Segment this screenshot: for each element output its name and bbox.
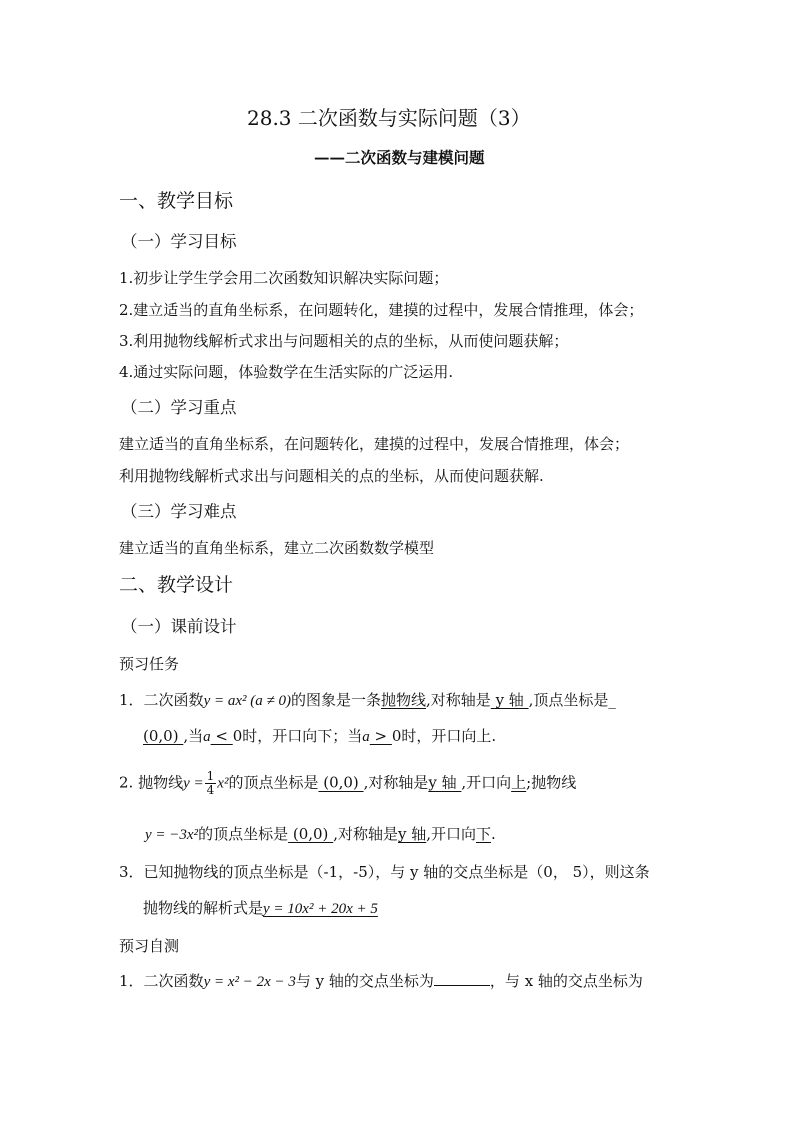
label-preview-task: 预习任务 (119, 655, 180, 673)
subheading-difficulty: （三）学习难点 (121, 502, 237, 521)
question-number: 1． (119, 691, 144, 709)
question-text: ,开口向 (426, 825, 476, 843)
answer-blank: y = 10x² + 20x + 5 (263, 901, 378, 917)
answer-blank: (0,0) (288, 825, 334, 843)
fraction-numerator: 1 (206, 769, 215, 783)
page-title: 28.3 二次函数与实际问题（3） (247, 106, 531, 130)
goal-item: 4.通过实际问题，体验数学在生活实际的广泛运用. (119, 363, 454, 381)
question-number: 2. (119, 773, 134, 792)
key-point-item: 建立适当的直角坐标系，在问题转化，建摸的过程中，发展合情推理，体会； (119, 435, 630, 453)
question-text: 的顶点坐标是 (228, 773, 319, 792)
subheading-learning-goals: （一）学习目标 (121, 232, 237, 251)
answer-blank: y 轴 (490, 691, 529, 709)
question-1-line-2 (143, 726, 496, 747)
question-1-line-1 (119, 690, 616, 711)
subheading-preclass-design: （一）课前设计 (121, 617, 237, 636)
answer-blank: 下 (476, 825, 492, 843)
question-text: 抛物线的解析式是 (143, 899, 264, 917)
question-text: 的顶点坐标是 (198, 825, 289, 843)
math-variable: a (203, 729, 211, 745)
question-text: 0时，开口向下；当 (232, 727, 363, 745)
question-number: 3． (119, 863, 144, 881)
question-text: ;抛物线 (526, 773, 577, 792)
question-text: 二次函数 (143, 691, 204, 709)
math-formula: x² (217, 775, 229, 792)
goal-item: 2.建立适当的直角坐标系，在问题转化，建摸的过程中，发展合情推理，体会； (119, 301, 644, 319)
question-text: ,顶点坐标是 (528, 691, 609, 709)
answer-blank: 上 (511, 773, 527, 792)
question-text: . (491, 825, 496, 843)
math-variable: a (362, 729, 370, 745)
answer-blank: y 轴 (428, 773, 462, 792)
question-text: ,开口向 (461, 773, 512, 792)
question-text: 抛物线 (138, 773, 184, 792)
section-heading-goals: 一、教学目标 (119, 190, 234, 212)
answer-blank: < (210, 727, 233, 745)
question-2-line-1 (119, 770, 576, 797)
goal-item: 1.初步让学生学会用二次函数知识解决实际问题； (119, 269, 449, 287)
section-heading-design: 二、教学设计 (119, 574, 234, 596)
question-text: 的图象是一条 (290, 691, 381, 709)
question-text: ,对称轴是 (333, 825, 398, 843)
math-formula: y = x² − 2x − 3 (203, 974, 296, 990)
answer-blank: y 轴 (397, 825, 427, 843)
math-fraction (205, 770, 217, 797)
answer-blank: > (369, 727, 392, 745)
question-text: ,对称轴是 (363, 773, 429, 792)
question-text: 二次函数 (143, 972, 204, 990)
question-text: 0时，开口向上. (391, 727, 497, 745)
answer-blank: _ (608, 691, 616, 709)
question-text: ,对称轴是 (426, 691, 491, 709)
question-3-line-1 (119, 862, 650, 882)
answer-blank: (0,0) (318, 773, 364, 792)
page-subtitle: ——二次函数与建模问题 (314, 148, 485, 167)
math-formula: y = ax² (a ≠ 0) (203, 693, 291, 709)
question-2-line-2 (145, 824, 496, 845)
answer-blank: 抛物线 (381, 691, 427, 709)
math-formula: y = (183, 775, 204, 792)
difficulty-text: 建立适当的直角坐标系，建立二次函数数学模型 (119, 539, 435, 557)
label-self-test: 预习自测 (119, 937, 180, 955)
fill-in-blank[interactable] (434, 971, 490, 986)
question-number: 1． (119, 972, 144, 990)
question-text: 与 y 轴的交点坐标为 (295, 972, 434, 990)
question-3-line-2 (143, 898, 378, 919)
answer-blank: (0,0) (143, 727, 184, 745)
question-text: ,当 (183, 727, 204, 745)
math-formula: y = −3x² (145, 827, 199, 843)
goal-item: 3.利用抛物线解析式求出与问题相关的点的坐标，从而使问题获解； (119, 332, 569, 350)
question-text: ，与 x 轴的交点坐标为 (489, 972, 643, 990)
question-text: 已知抛物线的顶点坐标是（-1，-5），与 y 轴的交点坐标是（0， 5），则这条 (143, 863, 650, 881)
key-point-item: 利用抛物线解析式求出与问题相关的点的坐标，从而使问题获解. (119, 467, 544, 485)
self-test-question-1 (119, 971, 643, 992)
subheading-key-points: （二）学习重点 (121, 398, 237, 417)
fraction-denominator: 4 (206, 783, 215, 797)
